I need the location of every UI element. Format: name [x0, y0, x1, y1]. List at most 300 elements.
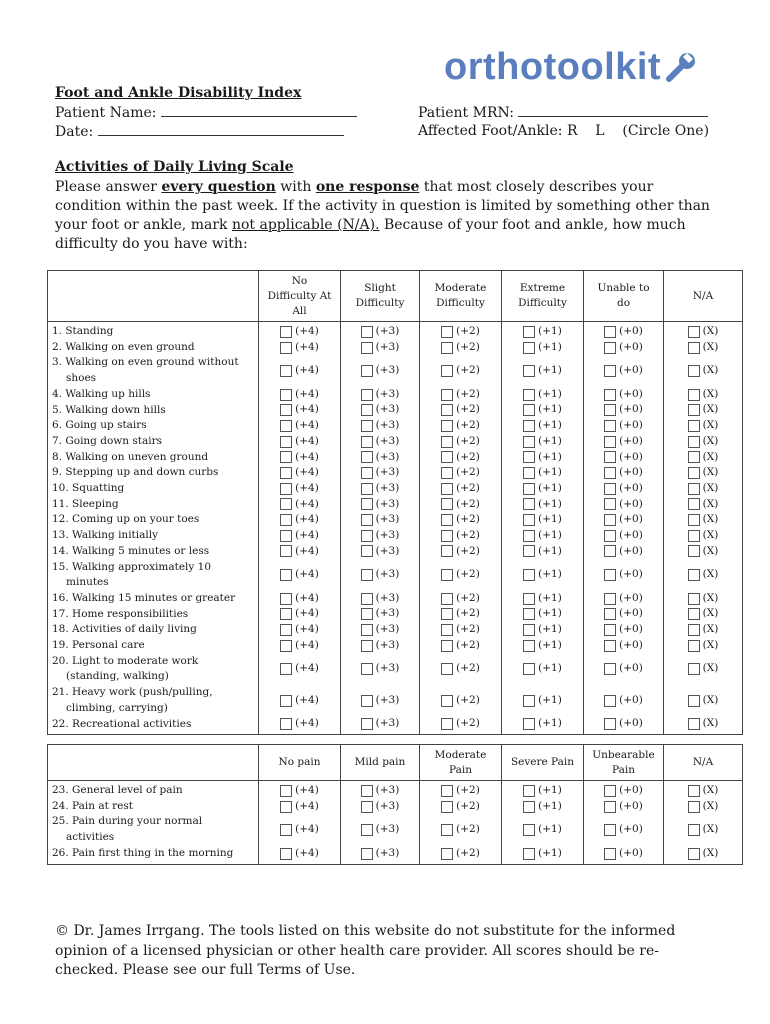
answer-option[interactable]	[341, 355, 419, 386]
checkbox[interactable]	[441, 848, 453, 860]
checkbox[interactable]	[361, 569, 373, 581]
answer-option[interactable]	[584, 783, 663, 799]
answer-option[interactable]	[502, 799, 583, 815]
checkbox[interactable]	[280, 467, 292, 479]
answer-option[interactable]	[584, 497, 663, 513]
answer-option[interactable]	[259, 685, 340, 716]
answer-option[interactable]	[664, 497, 742, 513]
checkbox[interactable]	[688, 569, 700, 581]
checkbox[interactable]	[441, 569, 453, 581]
answer-option[interactable]	[420, 512, 501, 528]
answer-option[interactable]	[584, 387, 663, 403]
answer-option[interactable]	[259, 814, 340, 845]
checkbox[interactable]	[523, 718, 535, 730]
answer-option[interactable]	[664, 481, 742, 497]
checkbox[interactable]	[441, 695, 453, 707]
checkbox[interactable]	[361, 824, 373, 836]
checkbox[interactable]	[523, 420, 535, 432]
answer-option[interactable]	[420, 716, 501, 732]
checkbox[interactable]	[688, 530, 700, 542]
checkbox[interactable]	[523, 848, 535, 860]
checkbox[interactable]	[361, 436, 373, 448]
answer-option[interactable]	[502, 606, 583, 622]
checkbox[interactable]	[361, 718, 373, 730]
patient-name-field[interactable]	[161, 103, 357, 117]
answer-option[interactable]	[420, 465, 501, 481]
answer-option[interactable]	[420, 387, 501, 403]
answer-option[interactable]	[420, 544, 501, 560]
answer-option[interactable]	[664, 512, 742, 528]
answer-option[interactable]	[341, 465, 419, 481]
answer-option[interactable]	[259, 340, 340, 356]
checkbox[interactable]	[280, 326, 292, 338]
answer-option[interactable]	[259, 783, 340, 799]
answer-option[interactable]	[584, 434, 663, 450]
answer-option[interactable]	[664, 783, 742, 799]
answer-option[interactable]	[502, 418, 583, 434]
checkbox[interactable]	[604, 436, 616, 448]
checkbox[interactable]	[441, 451, 453, 463]
checkbox[interactable]	[441, 404, 453, 416]
checkbox[interactable]	[361, 801, 373, 813]
checkbox[interactable]	[441, 663, 453, 675]
checkbox[interactable]	[441, 824, 453, 836]
answer-option[interactable]	[341, 528, 419, 544]
checkbox[interactable]	[604, 342, 616, 354]
checkbox[interactable]	[441, 785, 453, 797]
checkbox[interactable]	[604, 467, 616, 479]
answer-option[interactable]	[664, 559, 742, 590]
answer-option[interactable]	[259, 465, 340, 481]
answer-option[interactable]	[341, 783, 419, 799]
checkbox[interactable]	[604, 498, 616, 510]
answer-option[interactable]	[584, 324, 663, 340]
checkbox[interactable]	[361, 404, 373, 416]
checkbox[interactable]	[441, 718, 453, 730]
answer-option[interactable]	[259, 799, 340, 815]
checkbox[interactable]	[441, 342, 453, 354]
checkbox[interactable]	[280, 695, 292, 707]
answer-option[interactable]	[259, 638, 340, 654]
checkbox[interactable]	[604, 483, 616, 495]
answer-option[interactable]	[420, 402, 501, 418]
checkbox[interactable]	[688, 848, 700, 860]
checkbox[interactable]	[604, 514, 616, 526]
answer-option[interactable]	[502, 783, 583, 799]
answer-option[interactable]	[341, 846, 419, 862]
answer-option[interactable]	[664, 528, 742, 544]
checkbox[interactable]	[604, 640, 616, 652]
checkbox[interactable]	[280, 404, 292, 416]
checkbox[interactable]	[688, 420, 700, 432]
answer-option[interactable]	[341, 544, 419, 560]
answer-option[interactable]	[502, 591, 583, 607]
checkbox[interactable]	[604, 530, 616, 542]
answer-option[interactable]	[502, 324, 583, 340]
checkbox[interactable]	[361, 342, 373, 354]
checkbox[interactable]	[441, 608, 453, 620]
checkbox[interactable]	[688, 624, 700, 636]
checkbox[interactable]	[361, 389, 373, 401]
answer-option[interactable]	[584, 814, 663, 845]
answer-option[interactable]	[584, 402, 663, 418]
answer-option[interactable]	[420, 814, 501, 845]
checkbox[interactable]	[441, 467, 453, 479]
checkbox[interactable]	[280, 593, 292, 605]
checkbox[interactable]	[523, 483, 535, 495]
checkbox[interactable]	[523, 545, 535, 557]
checkbox[interactable]	[280, 848, 292, 860]
checkbox[interactable]	[604, 569, 616, 581]
checkbox[interactable]	[523, 498, 535, 510]
checkbox[interactable]	[604, 608, 616, 620]
answer-option[interactable]	[664, 606, 742, 622]
answer-option[interactable]	[664, 799, 742, 815]
checkbox[interactable]	[688, 545, 700, 557]
answer-option[interactable]	[420, 638, 501, 654]
checkbox[interactable]	[280, 640, 292, 652]
checkbox[interactable]	[688, 514, 700, 526]
checkbox[interactable]	[604, 326, 616, 338]
answer-option[interactable]	[664, 324, 742, 340]
answer-option[interactable]	[341, 450, 419, 466]
answer-option[interactable]	[664, 544, 742, 560]
answer-option[interactable]	[584, 653, 663, 684]
checkbox[interactable]	[280, 342, 292, 354]
checkbox[interactable]	[523, 824, 535, 836]
answer-option[interactable]	[259, 434, 340, 450]
checkbox[interactable]	[688, 498, 700, 510]
date-field[interactable]	[98, 122, 344, 136]
answer-option[interactable]	[502, 465, 583, 481]
checkbox[interactable]	[441, 801, 453, 813]
answer-option[interactable]	[420, 497, 501, 513]
answer-option[interactable]	[664, 434, 742, 450]
checkbox[interactable]	[361, 608, 373, 620]
answer-option[interactable]	[584, 512, 663, 528]
answer-option[interactable]	[584, 355, 663, 386]
answer-option[interactable]	[259, 418, 340, 434]
checkbox[interactable]	[523, 640, 535, 652]
answer-option[interactable]	[664, 591, 742, 607]
answer-option[interactable]	[420, 622, 501, 638]
checkbox[interactable]	[604, 365, 616, 377]
checkbox[interactable]	[688, 785, 700, 797]
checkbox[interactable]	[523, 451, 535, 463]
answer-option[interactable]	[664, 716, 742, 732]
checkbox[interactable]	[441, 498, 453, 510]
answer-option[interactable]	[420, 481, 501, 497]
checkbox[interactable]	[523, 663, 535, 675]
checkbox[interactable]	[441, 420, 453, 432]
answer-option[interactable]	[341, 559, 419, 590]
checkbox[interactable]	[361, 663, 373, 675]
checkbox[interactable]	[280, 514, 292, 526]
checkbox[interactable]	[688, 404, 700, 416]
answer-option[interactable]	[502, 340, 583, 356]
checkbox[interactable]	[361, 326, 373, 338]
answer-option[interactable]	[502, 402, 583, 418]
checkbox[interactable]	[604, 718, 616, 730]
answer-option[interactable]	[341, 653, 419, 684]
answer-option[interactable]	[341, 324, 419, 340]
checkbox[interactable]	[361, 848, 373, 860]
answer-option[interactable]	[502, 450, 583, 466]
answer-option[interactable]	[420, 340, 501, 356]
checkbox[interactable]	[604, 389, 616, 401]
answer-option[interactable]	[584, 591, 663, 607]
answer-option[interactable]	[502, 622, 583, 638]
checkbox[interactable]	[523, 436, 535, 448]
checkbox[interactable]	[361, 695, 373, 707]
checkbox[interactable]	[604, 593, 616, 605]
answer-option[interactable]	[341, 387, 419, 403]
checkbox[interactable]	[604, 545, 616, 557]
checkbox[interactable]	[688, 365, 700, 377]
checkbox[interactable]	[361, 451, 373, 463]
answer-option[interactable]	[259, 622, 340, 638]
checkbox[interactable]	[280, 608, 292, 620]
checkbox[interactable]	[604, 801, 616, 813]
answer-option[interactable]	[584, 685, 663, 716]
checkbox[interactable]	[688, 483, 700, 495]
answer-option[interactable]	[341, 606, 419, 622]
answer-option[interactable]	[259, 481, 340, 497]
answer-option[interactable]	[420, 591, 501, 607]
answer-option[interactable]	[664, 846, 742, 862]
checkbox[interactable]	[604, 420, 616, 432]
checkbox[interactable]	[280, 663, 292, 675]
answer-option[interactable]	[584, 799, 663, 815]
answer-option[interactable]	[584, 622, 663, 638]
checkbox[interactable]	[280, 624, 292, 636]
checkbox[interactable]	[688, 663, 700, 675]
answer-option[interactable]	[341, 497, 419, 513]
checkbox[interactable]	[688, 389, 700, 401]
checkbox[interactable]	[604, 404, 616, 416]
answer-option[interactable]	[259, 559, 340, 590]
answer-option[interactable]	[420, 653, 501, 684]
answer-option[interactable]	[502, 481, 583, 497]
answer-option[interactable]	[502, 434, 583, 450]
checkbox[interactable]	[441, 436, 453, 448]
answer-option[interactable]	[584, 544, 663, 560]
checkbox[interactable]	[523, 365, 535, 377]
answer-option[interactable]	[259, 450, 340, 466]
checkbox[interactable]	[441, 326, 453, 338]
checkbox[interactable]	[523, 624, 535, 636]
checkbox[interactable]	[280, 801, 292, 813]
checkbox[interactable]	[604, 785, 616, 797]
answer-option[interactable]	[584, 481, 663, 497]
answer-option[interactable]	[420, 324, 501, 340]
checkbox[interactable]	[688, 342, 700, 354]
answer-option[interactable]	[584, 340, 663, 356]
checkbox[interactable]	[688, 436, 700, 448]
answer-option[interactable]	[502, 685, 583, 716]
checkbox[interactable]	[688, 801, 700, 813]
checkbox[interactable]	[441, 545, 453, 557]
checkbox[interactable]	[604, 624, 616, 636]
checkbox[interactable]	[441, 530, 453, 542]
answer-option[interactable]	[341, 402, 419, 418]
answer-option[interactable]	[664, 340, 742, 356]
answer-option[interactable]	[584, 450, 663, 466]
checkbox[interactable]	[280, 389, 292, 401]
answer-option[interactable]	[502, 387, 583, 403]
checkbox[interactable]	[604, 451, 616, 463]
answer-option[interactable]	[259, 387, 340, 403]
answer-option[interactable]	[420, 418, 501, 434]
answer-option[interactable]	[502, 653, 583, 684]
checkbox[interactable]	[688, 608, 700, 620]
checkbox[interactable]	[280, 569, 292, 581]
answer-option[interactable]	[664, 622, 742, 638]
checkbox[interactable]	[280, 365, 292, 377]
answer-option[interactable]	[341, 685, 419, 716]
checkbox[interactable]	[604, 824, 616, 836]
answer-option[interactable]	[502, 512, 583, 528]
answer-option[interactable]	[341, 814, 419, 845]
checkbox[interactable]	[523, 389, 535, 401]
checkbox[interactable]	[688, 451, 700, 463]
answer-option[interactable]	[341, 481, 419, 497]
checkbox[interactable]	[361, 640, 373, 652]
checkbox[interactable]	[280, 824, 292, 836]
checkbox[interactable]	[441, 483, 453, 495]
answer-option[interactable]	[584, 846, 663, 862]
answer-option[interactable]	[664, 685, 742, 716]
answer-option[interactable]	[420, 450, 501, 466]
answer-option[interactable]	[420, 559, 501, 590]
answer-option[interactable]	[420, 685, 501, 716]
answer-option[interactable]	[259, 402, 340, 418]
answer-option[interactable]	[341, 638, 419, 654]
checkbox[interactable]	[441, 365, 453, 377]
answer-option[interactable]	[502, 497, 583, 513]
answer-option[interactable]	[341, 418, 419, 434]
checkbox[interactable]	[604, 848, 616, 860]
checkbox[interactable]	[604, 663, 616, 675]
answer-option[interactable]	[259, 846, 340, 862]
answer-option[interactable]	[259, 355, 340, 386]
checkbox[interactable]	[441, 640, 453, 652]
answer-option[interactable]	[664, 814, 742, 845]
checkbox[interactable]	[523, 404, 535, 416]
answer-option[interactable]	[259, 716, 340, 732]
checkbox[interactable]	[280, 545, 292, 557]
checkbox[interactable]	[523, 801, 535, 813]
answer-option[interactable]	[420, 355, 501, 386]
answer-option[interactable]	[584, 559, 663, 590]
checkbox[interactable]	[280, 420, 292, 432]
answer-option[interactable]	[584, 465, 663, 481]
answer-option[interactable]	[502, 544, 583, 560]
checkbox[interactable]	[361, 593, 373, 605]
checkbox[interactable]	[280, 436, 292, 448]
checkbox[interactable]	[361, 483, 373, 495]
answer-option[interactable]	[341, 340, 419, 356]
answer-option[interactable]	[420, 783, 501, 799]
answer-option[interactable]	[259, 591, 340, 607]
answer-option[interactable]	[341, 434, 419, 450]
answer-option[interactable]	[664, 355, 742, 386]
answer-option[interactable]	[341, 591, 419, 607]
affected-foot-options[interactable]: R L (Circle One)	[566, 123, 710, 139]
answer-option[interactable]	[502, 355, 583, 386]
answer-option[interactable]	[584, 716, 663, 732]
checkbox[interactable]	[361, 530, 373, 542]
checkbox[interactable]	[441, 514, 453, 526]
answer-option[interactable]	[664, 465, 742, 481]
checkbox[interactable]	[361, 498, 373, 510]
answer-option[interactable]	[420, 846, 501, 862]
checkbox[interactable]	[523, 514, 535, 526]
answer-option[interactable]	[341, 622, 419, 638]
checkbox[interactable]	[688, 326, 700, 338]
checkbox[interactable]	[361, 365, 373, 377]
answer-option[interactable]	[502, 528, 583, 544]
answer-option[interactable]	[341, 799, 419, 815]
checkbox[interactable]	[523, 593, 535, 605]
checkbox[interactable]	[280, 530, 292, 542]
answer-option[interactable]	[664, 418, 742, 434]
checkbox[interactable]	[523, 342, 535, 354]
answer-option[interactable]	[259, 653, 340, 684]
answer-option[interactable]	[259, 497, 340, 513]
answer-option[interactable]	[420, 799, 501, 815]
answer-option[interactable]	[584, 638, 663, 654]
answer-option[interactable]	[584, 606, 663, 622]
checkbox[interactable]	[523, 785, 535, 797]
answer-option[interactable]	[341, 512, 419, 528]
checkbox[interactable]	[523, 608, 535, 620]
checkbox[interactable]	[523, 467, 535, 479]
answer-option[interactable]	[259, 512, 340, 528]
answer-option[interactable]	[420, 528, 501, 544]
checkbox[interactable]	[280, 718, 292, 730]
answer-option[interactable]	[664, 653, 742, 684]
checkbox[interactable]	[523, 326, 535, 338]
checkbox[interactable]	[280, 498, 292, 510]
checkbox[interactable]	[441, 593, 453, 605]
answer-option[interactable]	[584, 418, 663, 434]
checkbox[interactable]	[688, 467, 700, 479]
checkbox[interactable]	[361, 624, 373, 636]
answer-option[interactable]	[420, 434, 501, 450]
checkbox[interactable]	[523, 695, 535, 707]
checkbox[interactable]	[688, 593, 700, 605]
checkbox[interactable]	[523, 530, 535, 542]
checkbox[interactable]	[688, 718, 700, 730]
answer-option[interactable]	[664, 450, 742, 466]
answer-option[interactable]	[502, 846, 583, 862]
checkbox[interactable]	[280, 483, 292, 495]
answer-option[interactable]	[502, 716, 583, 732]
answer-option[interactable]	[502, 559, 583, 590]
checkbox[interactable]	[604, 695, 616, 707]
checkbox[interactable]	[361, 467, 373, 479]
answer-option[interactable]	[502, 638, 583, 654]
checkbox[interactable]	[361, 514, 373, 526]
answer-option[interactable]	[664, 638, 742, 654]
answer-option[interactable]	[664, 402, 742, 418]
checkbox[interactable]	[441, 389, 453, 401]
checkbox[interactable]	[688, 824, 700, 836]
answer-option[interactable]	[259, 528, 340, 544]
checkbox[interactable]	[441, 624, 453, 636]
answer-option[interactable]	[584, 528, 663, 544]
